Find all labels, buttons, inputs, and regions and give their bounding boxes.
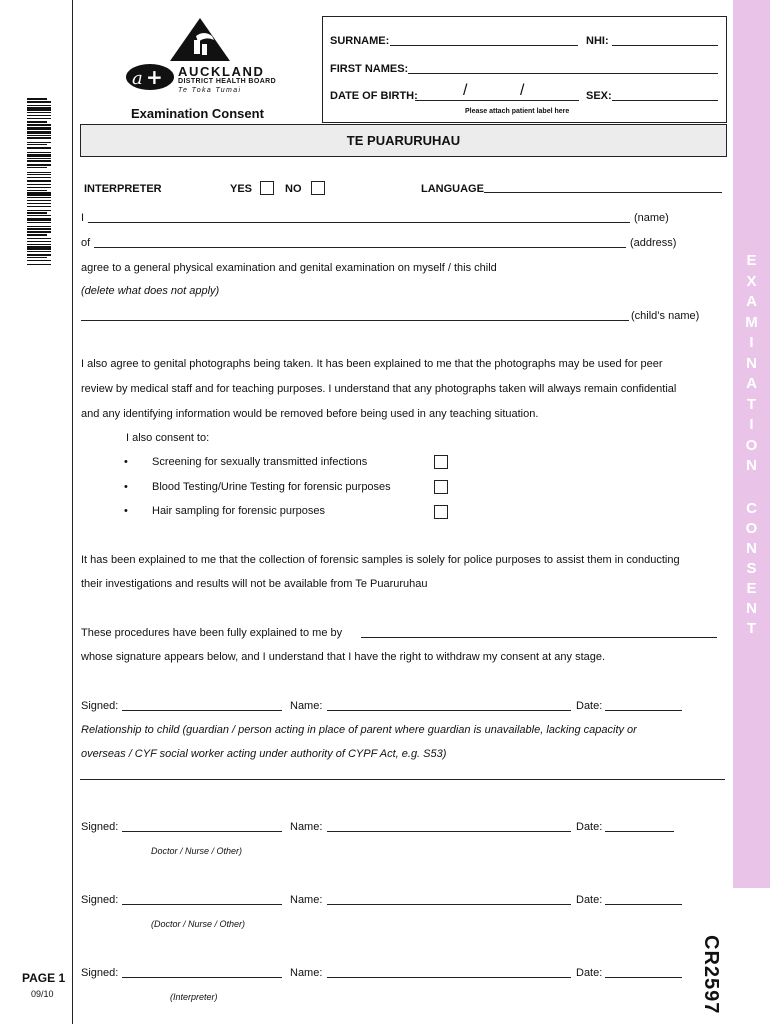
barcode-bar xyxy=(27,124,51,125)
role-note-1: Doctor / Nurse / Other) xyxy=(151,846,243,856)
side-title-letter: E xyxy=(746,252,757,269)
signature-field-2[interactable] xyxy=(122,831,282,832)
name-label-3: Name: xyxy=(290,894,323,906)
bullet-3-icon: • xyxy=(124,505,128,517)
consent-sti-checkbox[interactable] xyxy=(434,455,448,469)
explained-by-field[interactable] xyxy=(361,637,717,638)
name-field-2[interactable] xyxy=(327,831,571,832)
barcode-bar xyxy=(27,210,51,211)
photo-para-line-3: and any identifying information would be removed before being used in any teaching situation. xyxy=(81,408,539,420)
consent-hair-checkbox[interactable] xyxy=(434,505,448,519)
forensic-para-line-1: It has been explained to me that the collection of forensic samples is solely for police purposes to assist them in conducting xyxy=(81,554,680,566)
barcode-bar xyxy=(27,192,51,195)
explained-by-prefix: These procedures have been fully explained to me by xyxy=(81,627,343,639)
org-sub: DISTRICT HEALTH BOARD xyxy=(178,78,277,85)
barcode-bar xyxy=(27,118,51,119)
barcode-bar xyxy=(27,144,47,145)
barcode-bar xyxy=(27,197,51,198)
role-note-2: (Doctor / Nurse / Other) xyxy=(151,919,246,929)
barcode-bar xyxy=(27,135,51,136)
barcode-bar xyxy=(27,264,51,265)
interpreter-no-label: NO xyxy=(285,183,302,195)
forensic-para-line-2: their investigations and results will not be available from Te Puaruruhau xyxy=(81,578,428,590)
side-title-letter: X xyxy=(746,272,757,290)
role-note-3: (Interpreter) xyxy=(170,992,218,1002)
barcode-bar xyxy=(27,101,51,102)
signed-label-1: Signed: xyxy=(81,700,119,712)
name-label-1: Name: xyxy=(290,700,323,712)
barcode-bar xyxy=(27,200,51,201)
side-title-letter: O xyxy=(745,436,758,454)
interpreter-yes-checkbox[interactable] xyxy=(260,181,274,195)
first-names-field[interactable] xyxy=(408,73,718,74)
of-prefix: of xyxy=(81,237,91,249)
barcode-bar xyxy=(27,190,47,191)
dob-separator-2: / xyxy=(520,82,525,99)
withdraw-text: whose signature appears below, and I understand that I have the right to withdraw my consent at any stage. xyxy=(81,651,606,663)
barcode-bar xyxy=(27,244,51,245)
form-code: CR2597 xyxy=(700,935,722,1015)
side-title-letter: C xyxy=(746,500,757,517)
barcode-bar xyxy=(27,231,51,232)
barcode-bar xyxy=(27,105,51,106)
barcode-bar xyxy=(27,167,47,168)
relationship-line-2: overseas / CYF social worker acting under authority of CYPF Act, e.g. S53) xyxy=(81,748,447,760)
i-prefix: I xyxy=(81,212,85,224)
relationship-line-1: Relationship to child (guardian / person acting in place of parent where guardian is unavailable, lacking capacity or xyxy=(81,724,637,736)
form-version: 09/10 xyxy=(31,989,54,999)
dob-separator-1: / xyxy=(463,82,468,99)
language-field[interactable] xyxy=(484,192,722,193)
consent-item-hair: Hair sampling for forensic purposes xyxy=(152,505,326,517)
language-label: LANGUAGE xyxy=(421,183,484,195)
barcode-bar xyxy=(27,228,51,230)
child-name-suffix: (child’s name) xyxy=(631,310,700,322)
barcode-bar xyxy=(27,152,51,153)
name-field-4[interactable] xyxy=(327,977,571,978)
surname-label: SURNAME: xyxy=(330,35,390,47)
barcode-bar xyxy=(27,206,51,207)
org-name: AUCKLAND xyxy=(178,64,265,79)
side-title-letter: O xyxy=(745,520,758,537)
barcode-bar xyxy=(27,187,51,188)
consent-blood-checkbox[interactable] xyxy=(434,480,448,494)
consent-item-blood: Blood Testing/Urine Testing for forensic purposes xyxy=(152,481,391,493)
side-title-letter: I xyxy=(749,334,754,351)
signature-field-3[interactable] xyxy=(122,904,282,905)
first-names-label: FIRST NAMES: xyxy=(330,63,409,75)
date-label-3: Date: xyxy=(576,894,603,906)
signed-label-3: Signed: xyxy=(81,894,119,906)
delete-note: (delete what does not apply) xyxy=(81,285,220,297)
patient-label-note: Please attach patient label here xyxy=(465,108,570,115)
barcode-bar xyxy=(27,260,51,261)
interpreter-yes-label: YES xyxy=(230,183,253,195)
barcode-bar xyxy=(27,127,51,130)
barcode-bar xyxy=(27,137,51,139)
barcode-bar xyxy=(27,234,47,236)
address-field[interactable] xyxy=(94,247,626,248)
barcode-bar xyxy=(27,98,47,100)
side-title-letter: T xyxy=(746,620,757,637)
side-title-letter: N xyxy=(746,457,757,474)
interpreter-no-checkbox[interactable] xyxy=(311,181,325,195)
form-title: Examination Consent xyxy=(131,106,264,121)
date-field-2[interactable] xyxy=(605,831,674,832)
signature-field-1[interactable] xyxy=(122,710,282,711)
barcode-bar xyxy=(27,164,51,166)
consent-item-sti: Screening for sexually transmitted infections xyxy=(152,456,368,468)
date-label-4: Date: xyxy=(576,967,603,979)
nhi-field[interactable] xyxy=(612,45,718,46)
date-field-1[interactable] xyxy=(605,710,682,711)
dob-label: DATE OF BIRTH: xyxy=(330,90,418,102)
nhi-label: NHI: xyxy=(586,35,609,47)
page-number: PAGE 1 xyxy=(22,971,66,985)
name-field-3[interactable] xyxy=(327,904,571,905)
barcode-bar xyxy=(27,222,51,223)
side-title-letter: N xyxy=(746,600,757,617)
side-title-letter: M xyxy=(745,313,758,331)
date-label-2: Date: xyxy=(576,821,603,833)
name-label-4: Name: xyxy=(290,967,323,979)
adhb-aplus-icon xyxy=(125,63,175,91)
date-label-1: Date: xyxy=(576,700,603,712)
date-field-4[interactable] xyxy=(605,977,682,978)
barcode-bar xyxy=(27,257,47,258)
barcode-bar xyxy=(27,241,51,242)
barcode-bar xyxy=(27,180,51,182)
relationship-field[interactable] xyxy=(80,779,725,780)
interpreter-label: INTERPRETER xyxy=(84,183,162,195)
side-title-letter: A xyxy=(746,375,757,392)
barcode-bar xyxy=(27,226,51,227)
barcode-bar xyxy=(27,112,51,113)
barcode-bar xyxy=(27,174,51,175)
side-title-letter: S xyxy=(746,560,757,577)
name-label-2: Name: xyxy=(290,821,323,833)
side-title-letter: E xyxy=(746,580,757,597)
side-title-letter: A xyxy=(746,293,757,310)
bullet-1-icon: • xyxy=(124,456,128,468)
side-title-letter: I xyxy=(749,416,754,433)
surname-field[interactable] xyxy=(390,45,578,46)
barcode-bar xyxy=(27,172,51,173)
signed-label-2: Signed: xyxy=(81,821,119,833)
barcode-bar xyxy=(27,254,51,255)
adhb-logo-mark-icon xyxy=(168,16,232,62)
barcode-bar xyxy=(27,131,51,133)
bullet-2-icon: • xyxy=(124,481,128,493)
barcode-bar xyxy=(27,215,51,216)
org-tagline: Te Toka Tumai xyxy=(178,87,242,94)
left-margin-rule xyxy=(72,0,73,1024)
barcode-bar xyxy=(27,203,51,204)
barcode-bar xyxy=(27,238,51,239)
consenter-name-field[interactable] xyxy=(88,222,630,223)
side-title-letter: T xyxy=(746,395,757,413)
barcode-bar xyxy=(27,212,47,214)
barcode-bar xyxy=(27,246,51,249)
svg-text:+: + xyxy=(146,65,163,89)
section-title: TE PUARURUHAU xyxy=(346,133,461,148)
signature-field-4[interactable] xyxy=(122,977,282,978)
barcode-bar xyxy=(27,251,51,252)
photo-para-line-2: review by medical staff and for teaching purposes. I understand that any photographs taken will always remain confidential xyxy=(81,383,677,395)
address-suffix: (address) xyxy=(630,237,677,249)
barcode-bar xyxy=(27,177,51,178)
svg-text:a: a xyxy=(132,68,143,89)
name-field-1[interactable] xyxy=(327,710,571,711)
barcode-bar xyxy=(27,107,51,110)
photo-para-line-1: I also agree to genital photographs being taken. It has been explained to me that the photographs may be used for peer xyxy=(81,358,663,370)
barcode-bar xyxy=(27,160,51,162)
date-field-3[interactable] xyxy=(605,904,682,905)
name-suffix: (name) xyxy=(634,212,669,224)
side-title-letter: N xyxy=(746,354,757,372)
barcode-bar xyxy=(27,121,47,123)
barcode-bar xyxy=(27,147,51,148)
signed-label-4: Signed: xyxy=(81,967,119,979)
barcode-bar xyxy=(27,158,51,159)
sex-label: SEX: xyxy=(586,90,612,102)
barcode-bar xyxy=(27,115,51,116)
side-title-letter: N xyxy=(746,540,757,557)
barcode-bar xyxy=(27,142,51,143)
barcode-bar xyxy=(27,184,51,185)
dob-field[interactable] xyxy=(415,100,579,101)
sex-field[interactable] xyxy=(612,100,718,101)
barcode-bar xyxy=(27,218,51,221)
barcode-bar xyxy=(27,154,51,156)
also-consent-label: I also consent to: xyxy=(126,432,210,444)
agree-text: agree to a general physical examination and genital examination on myself / this child xyxy=(81,262,497,274)
child-name-field[interactable] xyxy=(81,320,629,321)
